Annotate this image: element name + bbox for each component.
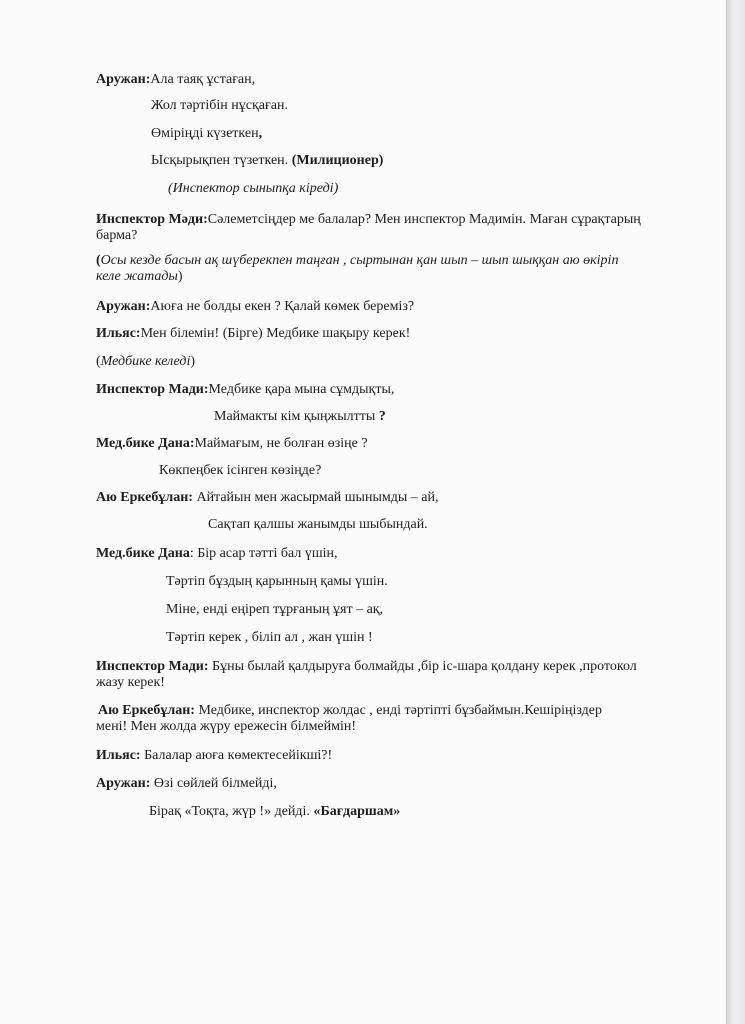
line-text: Аюға не болды екен ? Қалай көмек береміз? bbox=[150, 299, 415, 314]
line-text-bold: , bbox=[258, 126, 263, 141]
script-line bbox=[96, 326, 410, 342]
line-text: : Бір асар тәтті бал үшін, bbox=[189, 546, 338, 561]
speaker-name: Аю Еркебұлан: bbox=[96, 490, 193, 505]
line-text: Сақтап қалшы жанымды шыбындай. bbox=[208, 517, 428, 532]
speaker-name: Мед.бике Дана: bbox=[96, 436, 195, 451]
line-text: Бұны былай қалдыруға болмайды ,бір іс-шара қолдану керек ,протокол bbox=[208, 659, 637, 674]
speaker-name: Аружан: bbox=[96, 72, 151, 87]
speaker-name: Инспектор Мәди: bbox=[96, 212, 208, 227]
speaker-name: Аружан: bbox=[96, 776, 151, 791]
line-text: жазу керек! bbox=[96, 675, 165, 690]
line-text-italic: Осы кезде басын ақ шүберекпен таңған , сыртынан қан шып – шып шыққан аю өкіріп bbox=[100, 253, 619, 268]
script-line bbox=[96, 659, 637, 675]
line-text-italic: Медбике келеді bbox=[100, 354, 191, 369]
script-line bbox=[214, 409, 386, 425]
line-text: Маймағым, не болған өзіңе ? bbox=[194, 436, 368, 451]
line-text: Көкпеңбек ісінген көзіңде? bbox=[159, 463, 322, 478]
script-line bbox=[98, 703, 602, 719]
script-line bbox=[96, 546, 338, 562]
line-text: Тәртіп керек , біліп ал , жан үшін ! bbox=[166, 630, 373, 645]
script-line bbox=[96, 748, 332, 764]
line-text: ) bbox=[190, 354, 196, 369]
line-text: Өзі сөйлей білмейді, bbox=[150, 776, 277, 791]
speaker-name: Инспектор Мади: bbox=[96, 659, 209, 674]
script-line bbox=[96, 436, 368, 452]
speaker-name: Аю Еркебұлан: bbox=[98, 703, 195, 718]
line-text: барма? bbox=[96, 228, 138, 243]
line-text: Мен білемін! (Бірге) Медбике шақыру керек! bbox=[140, 326, 411, 341]
script-line bbox=[96, 228, 137, 244]
script-line bbox=[96, 299, 414, 315]
line-text-bold: (Милиционер) bbox=[291, 153, 384, 168]
line-text-italic: келе жатады bbox=[96, 269, 178, 284]
script-line bbox=[96, 719, 356, 735]
line-text: Маймакты кім қыңжылтты bbox=[214, 409, 379, 424]
line-text-bold: «Бағдаршам» bbox=[313, 804, 401, 819]
script-line bbox=[96, 776, 277, 792]
script-line bbox=[151, 126, 262, 142]
script-line bbox=[166, 602, 383, 618]
speaker-name: Инспектор Мади: bbox=[96, 382, 209, 397]
line-text: мені! Мен жолда жүру ережесін білмеймін! bbox=[96, 719, 357, 734]
script-line bbox=[96, 382, 394, 398]
speaker-name: Ильяс: bbox=[96, 326, 141, 341]
line-text: Міне, енді еңіреп тұрғаның ұят – ақ, bbox=[166, 602, 384, 617]
script-line bbox=[208, 517, 428, 533]
script-line bbox=[166, 630, 373, 646]
script-line bbox=[151, 153, 383, 169]
stage-direction bbox=[96, 354, 195, 370]
script-line bbox=[96, 490, 438, 506]
stage-direction bbox=[96, 269, 183, 285]
script-line bbox=[149, 804, 400, 820]
script-line bbox=[96, 675, 165, 691]
line-text: Тәртіп бұздың қарынның қамы үшін. bbox=[166, 574, 388, 589]
line-text: Балалар аюға көмектесейікші?! bbox=[140, 748, 333, 763]
stage-direction bbox=[96, 253, 618, 269]
line-text: Ысқырықпен түзеткен. bbox=[151, 153, 292, 168]
line-text: ( bbox=[96, 354, 101, 369]
script-line bbox=[96, 212, 641, 228]
line-text-italic: (Инспектор сыныпқа кіреді) bbox=[168, 181, 339, 196]
line-text: Медбике, инспектор жолдас , енді тәртіпті бұзбаймын.Кешіріңіздер bbox=[194, 703, 602, 718]
line-text: Жол тәртібін нұсқаған. bbox=[151, 98, 288, 113]
line-text: ) bbox=[177, 269, 183, 284]
paper-edge-shadow bbox=[727, 0, 745, 1024]
script-line bbox=[159, 463, 321, 479]
script-line bbox=[166, 574, 388, 590]
script-line bbox=[151, 98, 288, 114]
line-text: Сәлеметсіңдер ме балалар? Мен инспектор Мадимін. Маған сұрақтарың bbox=[207, 212, 641, 227]
script-line bbox=[96, 72, 255, 88]
line-text: Бірақ «Тоқта, жүр !» дейді. bbox=[149, 804, 314, 819]
line-text: Айтайын мен жасырмай шынымды – ай, bbox=[192, 490, 439, 505]
line-text: Ала таяқ ұстаған, bbox=[150, 72, 256, 87]
speaker-name: Мед.бике Дана bbox=[96, 546, 190, 561]
speaker-name: Аружан: bbox=[96, 299, 151, 314]
line-text-bold: ? bbox=[378, 409, 386, 424]
speaker-name: Ильяс: bbox=[96, 748, 141, 763]
stage-direction bbox=[168, 181, 338, 197]
line-text: Медбике қара мына сұмдықты, bbox=[208, 382, 395, 397]
line-text: Өміріңді күзеткен bbox=[151, 126, 259, 141]
line-text-bold: ( bbox=[96, 253, 101, 268]
